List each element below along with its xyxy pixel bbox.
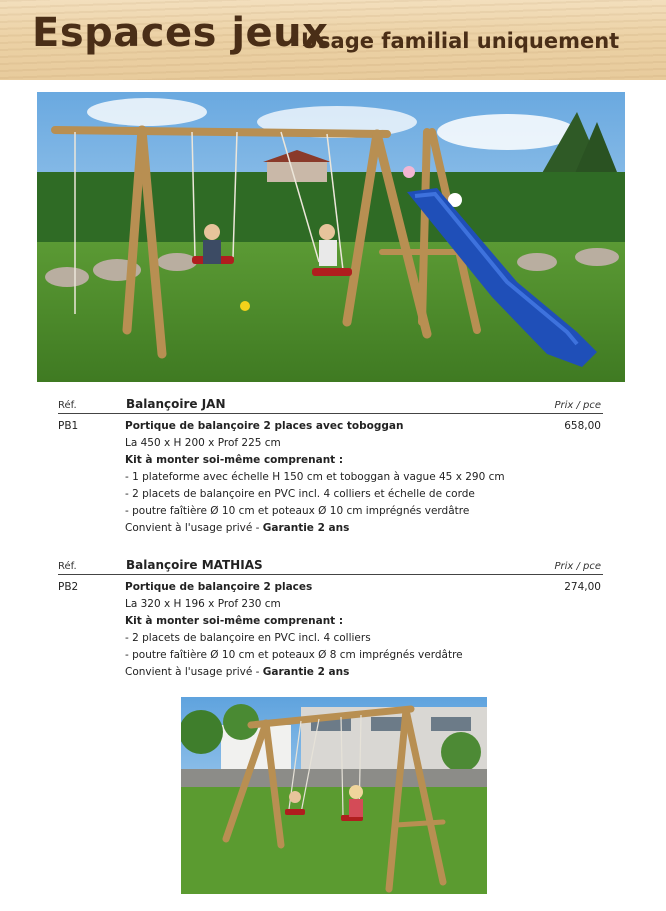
product-code: PB2	[58, 581, 79, 593]
ref-label: Réf.	[58, 400, 77, 411]
product-price: 274,00	[564, 581, 601, 593]
product-details	[58, 418, 603, 537]
header-banner	[0, 0, 666, 80]
price-label: Prix / pce	[554, 400, 601, 411]
usage-text: Convient à l'usage privé -	[125, 666, 263, 678]
product-mathias	[58, 557, 603, 681]
kit-heading: Kit à monter soi-même comprenant :	[125, 615, 344, 627]
product-details	[58, 579, 603, 681]
photo-swing-mathias	[181, 697, 487, 894]
warranty-text: Garantie 2 ans	[262, 522, 350, 534]
page-title: Espaces jeux	[32, 10, 329, 56]
kit-heading: Kit à monter soi-même comprenant :	[125, 454, 344, 466]
product-header	[58, 557, 603, 575]
product-name: Balançoire JAN	[126, 397, 226, 411]
product-dimensions: La 320 x H 196 x Prof 230 cm	[125, 598, 281, 610]
price-label: Prix / pce	[554, 561, 601, 572]
usage-line	[125, 664, 603, 681]
kit-item: - poutre faîtière Ø 10 cm et poteaux Ø 8 cm imprégnés verdâtre	[125, 649, 463, 661]
kit-item: - 2 placets de balançoire en PVC incl. 4 colliers et échelle de corde	[125, 488, 475, 500]
usage-text: Convient à l'usage privé -	[125, 522, 263, 534]
kit-item: - poutre faîtière Ø 10 cm et poteaux Ø 10 cm imprégnés verdâtre	[125, 505, 470, 517]
product-name: Balançoire MATHIAS	[126, 558, 263, 572]
product-code: PB1	[58, 420, 79, 432]
photo-swing-jan	[37, 92, 625, 382]
product-description: Portique de balançoire 2 places avec toboggan	[125, 420, 404, 432]
product-dimensions: La 450 x H 200 x Prof 225 cm	[125, 437, 281, 449]
ref-label: Réf.	[58, 561, 77, 572]
product-price: 658,00	[564, 420, 601, 432]
kit-item: - 2 placets de balançoire en PVC incl. 4 colliers	[125, 632, 371, 644]
usage-line	[125, 520, 603, 537]
warranty-text: Garantie 2 ans	[262, 666, 350, 678]
product-description: Portique de balançoire 2 places	[125, 581, 313, 593]
product-jan	[58, 396, 603, 537]
product-header	[58, 396, 603, 414]
kit-item: - 1 plateforme avec échelle H 150 cm et toboggan à vague 45 x 290 cm	[125, 471, 505, 483]
page-subtitle: Usage familial uniquement	[301, 29, 620, 53]
